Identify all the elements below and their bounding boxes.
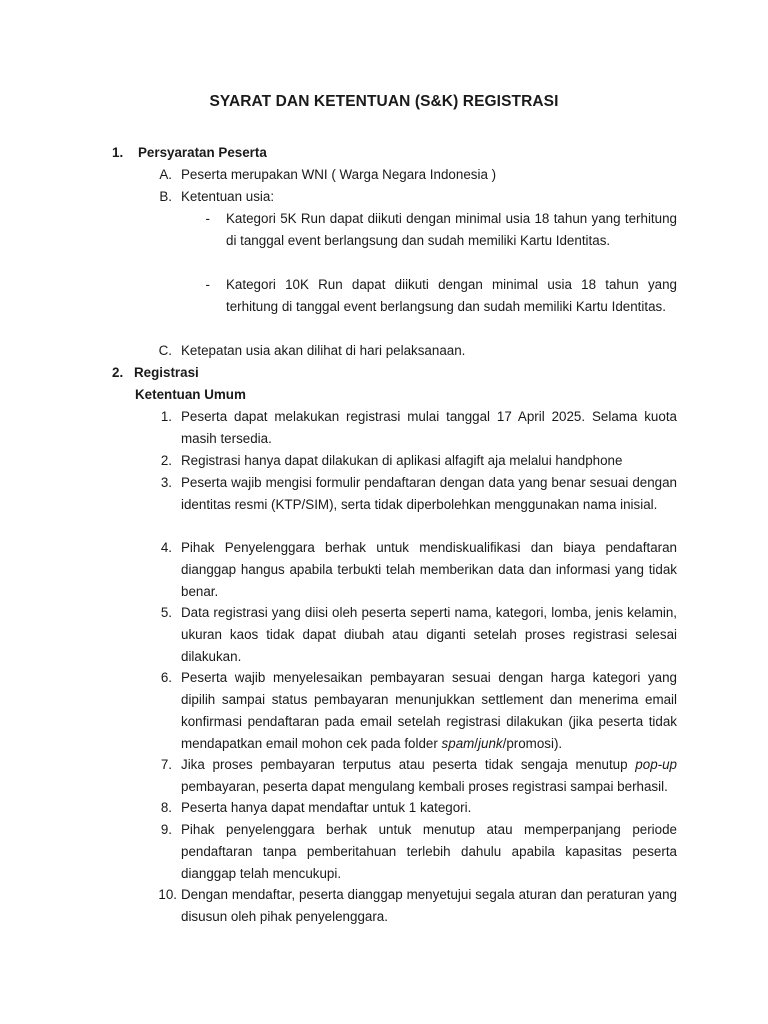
rule-7-popup: pop-up: [635, 757, 677, 772]
item-c-text: Ketepatan usia akan dilihat di hari pelaksanaan.: [181, 343, 466, 358]
rule-5-marker: 5.: [160, 605, 172, 620]
document-title: SYARAT DAN KETENTUAN (S&K) REGISTRASI: [209, 93, 559, 110]
rule-1-text: Peserta dapat melakukan registrasi mulai tanggal 17 April 2025. Selama kuota masih tersedia.: [181, 409, 677, 446]
section-2-number: 2.: [112, 365, 124, 380]
rule-4-marker: 4.: [160, 540, 172, 555]
rule-10-text: Dengan mendaftar, peserta dianggap menyetujui segala aturan dan peraturan yang disusun oleh pihak penyelenggara.: [181, 887, 677, 924]
age-rule-10k-marker: -: [205, 277, 210, 292]
section-2-heading: Registrasi: [134, 365, 199, 380]
rule-6-text-end: /promosi).: [502, 736, 563, 751]
rule-3-marker: 3.: [160, 475, 172, 490]
rule-6-spam: spam: [441, 736, 475, 751]
rule-6-marker: 6.: [160, 670, 172, 685]
rule-10-marker: 10.: [158, 887, 177, 902]
rule-7-text: [181, 754, 677, 798]
rule-6-text-main: Peserta wajib menyelesaikan pembayaran sesuai dengan harga kategori yang dipilih sampai status pembayaran menunjukkan settlement dan menerima email konfirmasi pendaftaran pada email setelah registrasi dilakukan (jika peserta tidak mendapatkan email mohon cek pada folder: [181, 670, 677, 751]
section-1-heading: Persyaratan Peserta: [138, 145, 267, 160]
rule-7-text-end: pembayaran, peserta dapat mengulang kembali proses registrasi sampai berhasil.: [181, 779, 668, 794]
item-c-marker: C.: [158, 343, 172, 358]
rule-6-slash: /: [474, 736, 479, 751]
section-1-number: 1.: [112, 145, 124, 160]
section-2-subheading: Ketentuan Umum: [135, 387, 246, 402]
rule-1-marker: 1.: [160, 409, 172, 424]
rule-9-text: Pihak penyelenggara berhak untuk menutup atau memperpanjang periode pendaftaran tanpa pemberitahuan terlebih dahulu apabila kapasitas peserta dianggap telah mencukupi.: [181, 822, 677, 881]
item-a-text: Peserta merupakan WNI ( Warga Negara Indonesia ): [181, 167, 497, 182]
rule-7-text-main: Jika proses pembayaran terputus atau peserta tidak sengaja menutup: [181, 757, 636, 772]
item-a-marker: A.: [159, 167, 172, 182]
rule-8-text: Peserta hanya dapat mendaftar untuk 1 kategori.: [181, 800, 472, 815]
rule-4-text: Pihak Penyelenggara berhak untuk mendiskualifikasi dan biaya pendaftaran dianggap hangus apabila terbukti telah memberikan data dan informasi yang tidak benar.: [181, 540, 677, 599]
rule-3-text: Peserta wajib mengisi formulir pendaftaran dengan data yang benar sesuai dengan identitas resmi (KTP/SIM), serta tidak diperbolehkan menggunakan nama inisial.: [181, 475, 677, 512]
rule-9-marker: 9.: [160, 822, 172, 837]
rule-5-text: Data registrasi yang diisi oleh peserta seperti nama, kategori, lomba, jenis kelamin, ukuran kaos tidak dapat diubah atau diganti setelah proses registrasi selesai dilakukan.: [181, 605, 677, 664]
rule-8-marker: 8.: [160, 800, 172, 815]
rule-7-marker: 7.: [160, 757, 172, 772]
age-rule-10k-text: Kategori 10K Run dapat diikuti dengan minimal usia 18 tahun yang terhitung di tanggal event berlangsung dan sudah memiliki Kartu Identitas.: [226, 277, 677, 314]
age-rule-5k-marker: -: [205, 211, 210, 226]
rule-6-junk: junk: [478, 736, 503, 751]
rule-2-text: Registrasi hanya dapat dilakukan di aplikasi alfagift aja melalui handphone: [181, 453, 623, 468]
item-b-text: Ketentuan usia:: [181, 189, 275, 204]
rule-2-marker: 2.: [160, 453, 172, 468]
age-rule-5k-text: Kategori 5K Run dapat diikuti dengan minimal usia 18 tahun yang terhitung di tanggal event berlangsung dan sudah memiliki Kartu Identitas.: [226, 211, 677, 248]
item-b-marker: B.: [159, 189, 172, 204]
rule-6-text: [181, 667, 677, 755]
